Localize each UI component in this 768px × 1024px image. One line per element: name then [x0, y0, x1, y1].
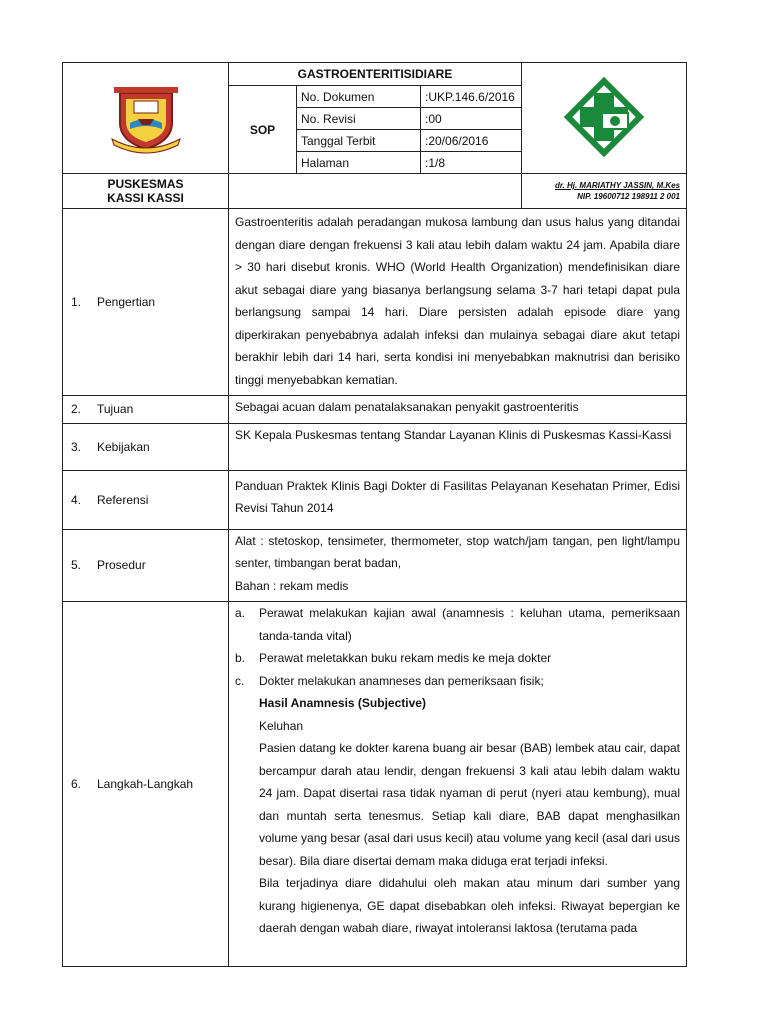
- puskesmas-green-cross-icon: [564, 77, 644, 157]
- section-number: 6.: [71, 777, 82, 791]
- meta-value-tanggal: :20/06/2016: [421, 130, 522, 152]
- section-label-langkah: [63, 602, 229, 967]
- section-label-referensi: [63, 470, 229, 529]
- org-name-text: PUSKESMAS KASSI KASSI: [107, 177, 184, 205]
- section-title: Langkah-Langkah: [97, 777, 194, 791]
- section-title: Referensi: [97, 492, 149, 507]
- section-content-tujuan: Sebagai acuan dalam penatalaksanakan penyakit gastroenteritis: [229, 396, 687, 424]
- section-label-pengertian: [63, 209, 229, 396]
- list-marker: b.: [235, 651, 246, 665]
- meta-key-revisi: No. Revisi: [297, 108, 421, 130]
- meta-key-halaman: Halaman: [297, 152, 421, 174]
- right-logo-cell: [522, 63, 687, 174]
- list-item: [235, 670, 680, 693]
- list-item: [235, 602, 680, 647]
- subheading-anamnesis: Hasil Anamnesis (Subjective): [259, 696, 426, 710]
- section-number: 5.: [71, 558, 82, 573]
- keluhan-paragraph-1: Pasien datang ke dokter karena buang air besar (BAB) lembek atau cair, dapat bercampur darah atau lendir, dengan frekuensi 3 kali atau lebih dalam waktu 24 jam. Dapat disertai rasa tidak nyaman di perut (nyeri atau kembung), mual dan muntah serta tenesmus. Setiap kali diare, BAB dapat menghasilkan volume yang besar (asal dari usus kecil) atau volume yang kecil (asal dari usus besar). Bila diare disertai demam maka diduga erat terjadi infeksi.: [259, 741, 681, 868]
- signature-block: [522, 174, 687, 209]
- prosedur-alat: Alat : stetoskop, tensimeter, thermometer, stop watch/jam tangan, pen light/lampu senter, timbangan berat badan,: [235, 533, 681, 570]
- list-item-text: Dokter melakukan anamneses dan pemeriksaan fisik;: [259, 673, 544, 688]
- section-number: 1.: [71, 295, 82, 309]
- section-content-referensi: Panduan Praktek Klinis Bagi Dokter di Fasilitas Pelayanan Kesehatan Primer, Edisi Revisi Tahun 2014: [229, 470, 687, 529]
- meta-key-dokumen: No. Dokumen: [297, 86, 421, 108]
- list-item-text: Perawat melakukan kajian awal (anamnesis : keluhan utama, pemeriksaan tanda-tanda vital): [259, 606, 681, 643]
- langkah-list: [235, 602, 680, 692]
- sop-document: [62, 62, 686, 958]
- sop-table: [62, 62, 687, 967]
- section-title: Pengertian: [97, 295, 156, 309]
- section-number: 2.: [71, 402, 82, 417]
- section-title: Kebijakan: [97, 439, 150, 454]
- left-logo-cell: [63, 63, 229, 174]
- section-number: 3.: [71, 439, 82, 454]
- section-label-kebijakan: [63, 423, 229, 470]
- signatory-name: dr. Hj. MARIATHY JASSIN, M.Kes: [554, 181, 681, 190]
- meta-key-tanggal: Tanggal Terbit: [297, 130, 421, 152]
- document-title: GASTROENTERITISIDIARE: [229, 63, 522, 86]
- list-item: [235, 647, 680, 670]
- section-content-prosedur: [229, 529, 687, 602]
- meta-value-revisi: :00: [421, 108, 522, 130]
- org-name: [63, 174, 229, 209]
- list-marker: c.: [235, 673, 245, 688]
- section-label-prosedur: [63, 529, 229, 602]
- meta-value-halaman: :1/8: [421, 152, 522, 174]
- section-content-langkah: [229, 602, 687, 967]
- section-content-pengertian: Gastroenteritis adalah peradangan mukosa lambung dan usus halus yang ditandai dengan diare dengan frekuensi 3 kali atau lebih dalam waktu 24 jam. Apabila diare > 30 hari disebut kronis. WHO (World Health Organization) mendefinisikan diare akut sebagai diare yang biasanya berlangsung selama 3-7 hari tetapi dapat pula berlangsung sampai 14 hari. Diare persisten adalah episode diare yang diperkirakan penyebabnya adalah infeksi dan mulainya sebagai diare akut tetapi berakhir lebih dari 14 hari, serta kondisi ini menyebabkan maknutrisi dan berisiko tinggi menyebabkan kematian.: [229, 209, 687, 396]
- makassar-city-emblem-icon: [108, 79, 184, 155]
- list-item-text: Perawat meletakkan buku rekam medis ke meja dokter: [259, 651, 552, 665]
- sop-label: SOP: [229, 86, 297, 174]
- signatory-nip: NIP. 19600712 198911 2 001: [577, 192, 681, 201]
- section-label-tujuan: [63, 396, 229, 424]
- keluhan-paragraph-2: Bila terjadinya diare didahului oleh makan atau minum dari sumber yang kurang higienenya, GE dapat disebabkan oleh infeksi. Riwayat bepergian ke daerah dengan wabah diare, riwayat intoleransi laktosa (terutama pada: [259, 876, 681, 935]
- meta-value-dokumen: :UKP.146.6/2016: [421, 86, 522, 108]
- section-content-kebijakan: SK Kepala Puskesmas tentang Standar Layanan Klinis di Puskesmas Kassi-Kassi: [229, 423, 687, 470]
- list-marker: a.: [235, 606, 246, 620]
- section-title: Prosedur: [97, 558, 146, 573]
- prosedur-bahan: Bahan : rekam medis: [235, 578, 349, 593]
- section-title: Tujuan: [97, 402, 134, 417]
- blank-header-cell: [229, 174, 522, 209]
- keluhan-label: Keluhan: [259, 718, 304, 733]
- section-number: 4.: [71, 492, 82, 507]
